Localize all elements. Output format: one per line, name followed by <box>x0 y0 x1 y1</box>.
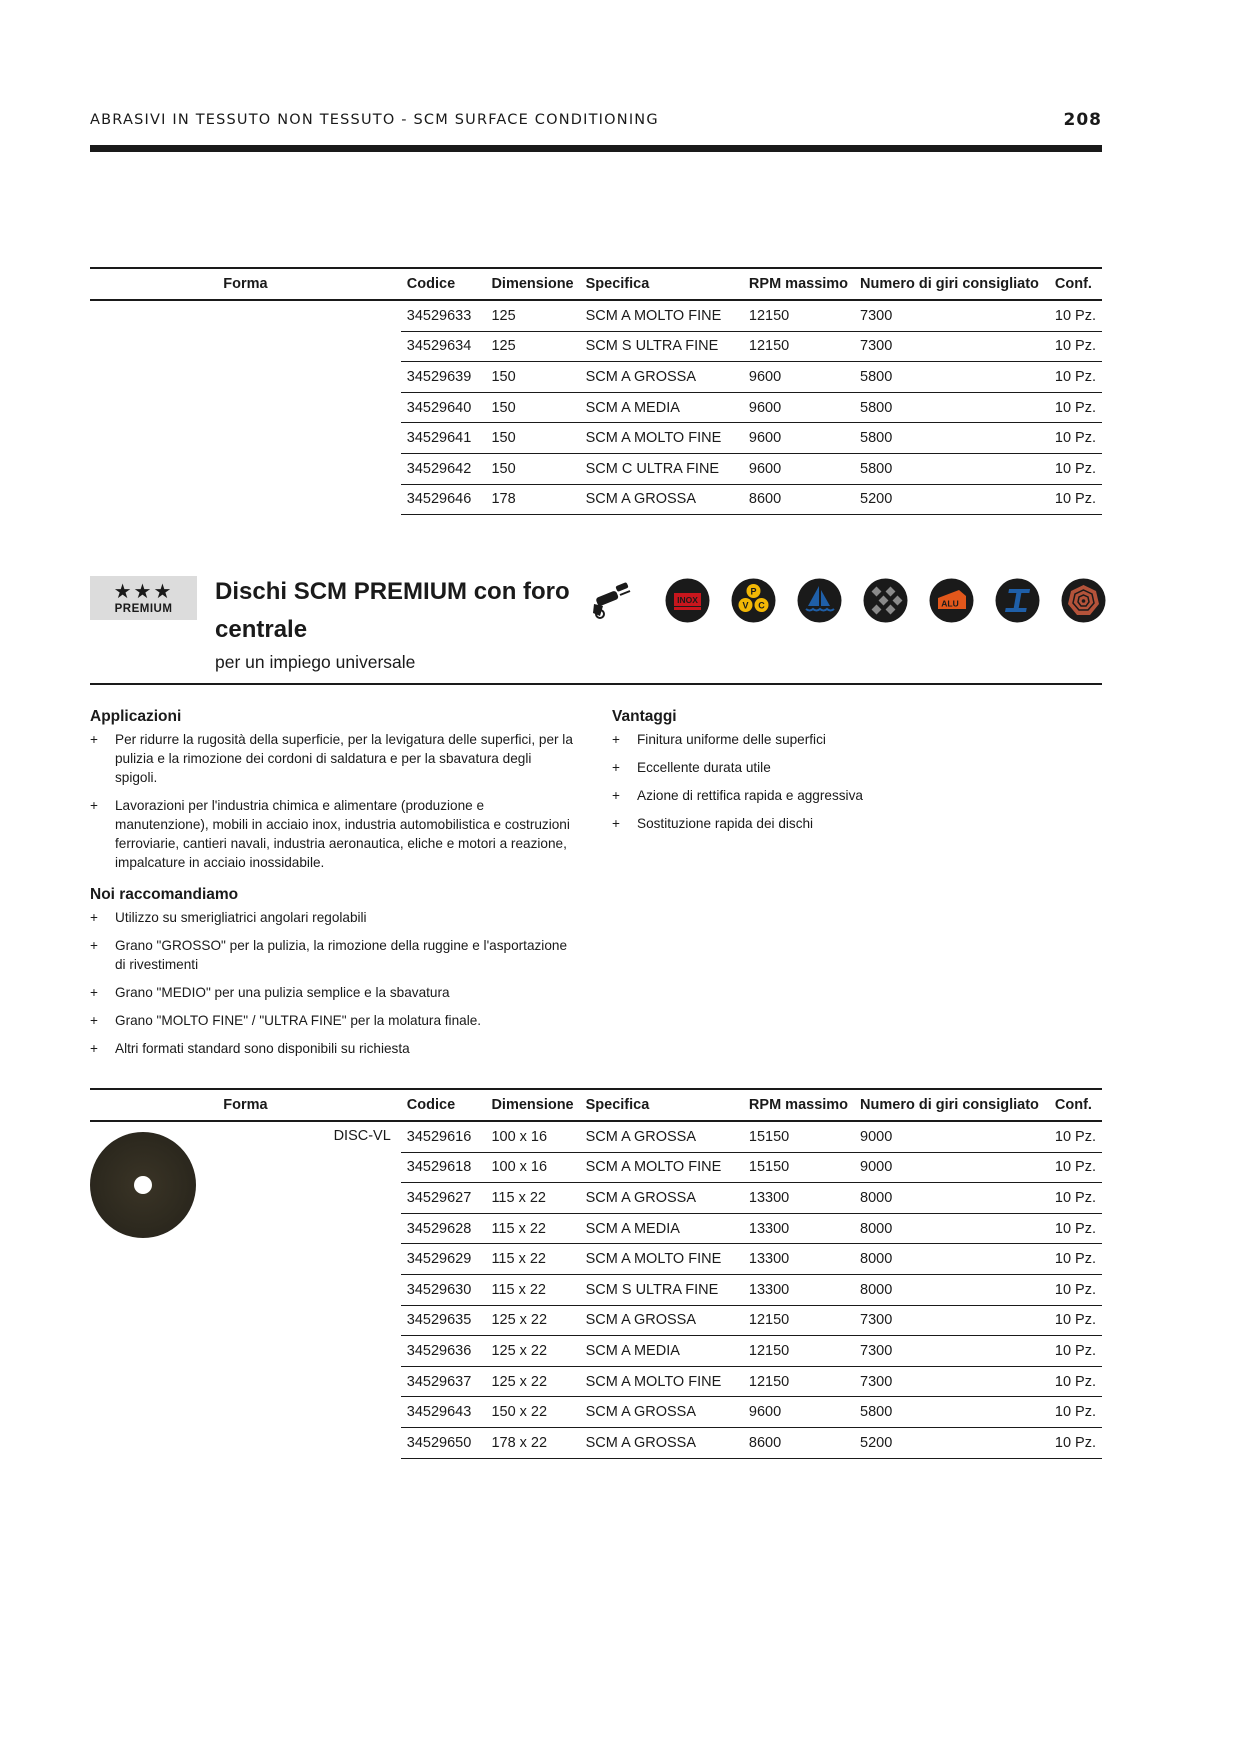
cell-conf: 10 Pz. <box>1049 331 1102 362</box>
col-conf: Conf. <box>1049 1089 1102 1121</box>
cell-specifica: SCM A MOLTO FINE <box>580 1152 743 1183</box>
disc-image <box>90 1132 196 1238</box>
shipbuilding-icon <box>797 578 842 623</box>
list-item <box>90 796 575 872</box>
table-header-row <box>90 268 1102 300</box>
list-item-text: Finitura uniforme delle superfici <box>637 732 826 747</box>
product-table-1 <box>90 267 1102 515</box>
cell-specifica: SCM S ULTRA FINE <box>580 331 743 362</box>
section-rule <box>90 683 1102 685</box>
cell-conf: 10 Pz. <box>1049 1305 1102 1336</box>
cell-giri: 8000 <box>854 1274 1049 1305</box>
cell-rpm: 13300 <box>743 1183 854 1214</box>
forma-cell <box>90 300 401 515</box>
plus-icon: + <box>612 816 620 831</box>
cell-rpm: 15150 <box>743 1152 854 1183</box>
list-item-text: Per ridurre la rugosità della superficie, per la levigatura delle superfici, per la pulizia e la rimozione dei cordoni di saldatura e per la sbavatura degli spigoli. <box>115 732 573 785</box>
cell-codice: 34529646 <box>401 484 486 515</box>
list-item <box>612 758 1102 777</box>
col-forma: Forma <box>90 268 401 300</box>
cell-giri: 8000 <box>854 1213 1049 1244</box>
pvc-icon <box>731 578 776 623</box>
cell-dimensione: 115 x 22 <box>485 1244 579 1275</box>
cell-dimensione: 115 x 22 <box>485 1274 579 1305</box>
cell-specifica: SCM A GROSSA <box>580 1397 743 1428</box>
list-item <box>90 936 575 974</box>
cell-giri: 5800 <box>854 392 1049 423</box>
cell-dimensione: 178 x 22 <box>485 1427 579 1458</box>
cell-conf: 10 Pz. <box>1049 362 1102 393</box>
cell-rpm: 13300 <box>743 1244 854 1275</box>
cell-rpm: 12150 <box>743 300 854 331</box>
cell-codice: 34529637 <box>401 1366 486 1397</box>
vantaggi-section <box>612 707 1102 842</box>
cell-dimensione: 125 <box>485 300 579 331</box>
list-item-text: Azione di rettifica rapida e aggressiva <box>637 788 863 803</box>
vantaggi-list <box>612 730 1102 833</box>
cell-dimensione: 125 x 22 <box>485 1305 579 1336</box>
list-item-text: Grano "MEDIO" per una pulizia semplice e la sbavatura <box>115 985 450 1000</box>
cell-codice: 34529643 <box>401 1397 486 1428</box>
cell-conf: 10 Pz. <box>1049 1366 1102 1397</box>
cell-specifica: SCM A GROSSA <box>580 362 743 393</box>
cell-dimensione: 178 <box>485 484 579 515</box>
cell-dimensione: 125 <box>485 331 579 362</box>
cell-specifica: SCM A MOLTO FINE <box>580 423 743 454</box>
plus-icon: + <box>90 910 98 925</box>
cell-codice: 34529627 <box>401 1183 486 1214</box>
list-item-text: Grano "GROSSO" per la pulizia, la rimozione della ruggine e l'asportazione di rivestimenti <box>115 938 568 972</box>
cell-giri: 5800 <box>854 423 1049 454</box>
angle-grinder-icon <box>590 578 635 623</box>
cell-codice: 34529640 <box>401 392 486 423</box>
cell-specifica: SCM C ULTRA FINE <box>580 453 743 484</box>
raccomandiamo-list <box>90 908 575 1058</box>
cell-giri: 7300 <box>854 300 1049 331</box>
rating-stars: ★★★ <box>113 581 174 603</box>
product-subtitle: per un impiego universale <box>215 652 416 672</box>
list-item <box>612 786 1102 805</box>
cell-giri: 5200 <box>854 1427 1049 1458</box>
cell-dimensione: 115 x 22 <box>485 1183 579 1214</box>
cell-rpm: 9600 <box>743 362 854 393</box>
list-item-text: Lavorazioni per l'industria chimica e alimentare (produzione e manutenzione), mobili in acciaio inox, industria automobilistica e costruzioni ferroviarie, cantieri navali, industria aeronautica, eliche e motori a reazione, impalcature in acciaio inossidabile. <box>115 798 570 870</box>
col-dimensione: Dimensione <box>485 268 579 300</box>
cell-conf: 10 Pz. <box>1049 392 1102 423</box>
forma-label: DISC-VL <box>333 1128 391 1144</box>
plus-icon: + <box>90 732 98 747</box>
cell-giri: 8000 <box>854 1183 1049 1214</box>
col-rpm: RPM massimo <box>743 1089 854 1121</box>
cell-rpm: 12150 <box>743 1336 854 1367</box>
plus-icon: + <box>90 1013 98 1028</box>
cell-dimensione: 100 x 16 <box>485 1152 579 1183</box>
cell-conf: 10 Pz. <box>1049 1274 1102 1305</box>
cell-giri: 9000 <box>854 1121 1049 1152</box>
premium-badge <box>90 576 197 620</box>
cell-codice: 34529629 <box>401 1244 486 1275</box>
cell-rpm: 9600 <box>743 392 854 423</box>
cell-codice: 34529639 <box>401 362 486 393</box>
premium-label: PREMIUM <box>114 603 173 615</box>
cell-dimensione: 100 x 16 <box>485 1121 579 1152</box>
cell-giri: 7300 <box>854 1336 1049 1367</box>
cell-rpm: 12150 <box>743 1305 854 1336</box>
list-item-text: Sostituzione rapida dei dischi <box>637 816 814 831</box>
cell-giri: 5800 <box>854 1397 1049 1428</box>
cell-rpm: 9600 <box>743 453 854 484</box>
cell-codice: 34529633 <box>401 300 486 331</box>
cell-specifica: SCM A GROSSA <box>580 484 743 515</box>
page-number: 208 <box>1063 110 1102 130</box>
plus-icon: + <box>612 788 620 803</box>
raccomandiamo-section <box>90 885 575 1067</box>
cell-specifica: SCM A MOLTO FINE <box>580 1244 743 1275</box>
vantaggi-heading: Vantaggi <box>612 708 677 725</box>
col-specifica: Specifica <box>580 268 743 300</box>
cell-conf: 10 Pz. <box>1049 1152 1102 1183</box>
cell-specifica: SCM A MOLTO FINE <box>580 1366 743 1397</box>
svg-text:V: V <box>742 600 749 611</box>
col-giri: Numero di giri consigliato <box>854 268 1049 300</box>
cell-rpm: 8600 <box>743 484 854 515</box>
list-item <box>612 730 1102 749</box>
plus-icon: + <box>90 798 98 813</box>
cell-rpm: 12150 <box>743 331 854 362</box>
inox-icon <box>665 578 710 623</box>
cell-codice: 34529650 <box>401 1427 486 1458</box>
header-rule <box>90 145 1102 152</box>
alu-icon <box>929 578 974 623</box>
cell-specifica: SCM A MEDIA <box>580 392 743 423</box>
col-specifica: Specifica <box>580 1089 743 1121</box>
col-forma: Forma <box>90 1089 401 1121</box>
list-item <box>90 730 575 787</box>
raccomandiamo-heading: Noi raccomandiamo <box>90 886 239 903</box>
cell-giri: 7300 <box>854 331 1049 362</box>
list-item-text: Utilizzo su smerigliatrici angolari regolabili <box>115 910 367 925</box>
cell-conf: 10 Pz. <box>1049 1397 1102 1428</box>
cell-conf: 10 Pz. <box>1049 1183 1102 1214</box>
table-row <box>90 1121 1102 1152</box>
cell-conf: 10 Pz. <box>1049 484 1102 515</box>
col-codice: Codice <box>401 268 486 300</box>
cell-giri: 7300 <box>854 1366 1049 1397</box>
cell-conf: 10 Pz. <box>1049 423 1102 454</box>
list-item-text: Grano "MOLTO FINE" / "ULTRA FINE" per la molatura finale. <box>115 1013 482 1028</box>
cell-giri: 8000 <box>854 1244 1049 1275</box>
cell-conf: 10 Pz. <box>1049 1427 1102 1458</box>
svg-text:C: C <box>758 600 765 611</box>
col-codice: Codice <box>401 1089 486 1121</box>
col-rpm: RPM massimo <box>743 268 854 300</box>
cell-specifica: SCM A MEDIA <box>580 1336 743 1367</box>
table-row <box>90 300 1102 331</box>
cell-giri: 7300 <box>854 1305 1049 1336</box>
cell-rpm: 9600 <box>743 1397 854 1428</box>
cell-conf: 10 Pz. <box>1049 300 1102 331</box>
cell-giri: 5200 <box>854 484 1049 515</box>
cell-dimensione: 125 x 22 <box>485 1336 579 1367</box>
cell-specifica: SCM A GROSSA <box>580 1121 743 1152</box>
list-item <box>90 983 575 1002</box>
cell-conf: 10 Pz. <box>1049 1213 1102 1244</box>
plus-icon: + <box>90 985 98 1000</box>
plus-icon: + <box>612 732 620 747</box>
cell-giri: 5800 <box>854 362 1049 393</box>
steel-construction-icon <box>995 578 1040 623</box>
cell-codice: 34529635 <box>401 1305 486 1336</box>
plus-icon: + <box>90 1041 98 1056</box>
svg-text:P: P <box>750 586 757 597</box>
col-giri: Numero di giri consigliato <box>854 1089 1049 1121</box>
cell-codice: 34529628 <box>401 1213 486 1244</box>
list-item <box>90 908 575 927</box>
cell-rpm: 12150 <box>743 1366 854 1397</box>
page-header <box>90 112 1102 134</box>
cell-codice: 34529641 <box>401 423 486 454</box>
cell-conf: 10 Pz. <box>1049 453 1102 484</box>
cell-dimensione: 115 x 22 <box>485 1213 579 1244</box>
cell-dimensione: 150 <box>485 453 579 484</box>
cell-specifica: SCM A GROSSA <box>580 1305 743 1336</box>
cell-specifica: SCM A MOLTO FINE <box>580 300 743 331</box>
cell-codice: 34529616 <box>401 1121 486 1152</box>
cell-dimensione: 150 x 22 <box>485 1397 579 1428</box>
mixed-materials-icon <box>863 578 908 623</box>
cell-rpm: 15150 <box>743 1121 854 1152</box>
cell-dimensione: 125 x 22 <box>485 1366 579 1397</box>
wood-icon <box>1061 578 1106 623</box>
cell-conf: 10 Pz. <box>1049 1121 1102 1152</box>
cell-conf: 10 Pz. <box>1049 1244 1102 1275</box>
cell-codice: 34529618 <box>401 1152 486 1183</box>
cell-dimensione: 150 <box>485 423 579 454</box>
cell-rpm: 13300 <box>743 1274 854 1305</box>
cell-codice: 34529642 <box>401 453 486 484</box>
list-item-text: Altri formati standard sono disponibili su richiesta <box>115 1041 410 1056</box>
cell-giri: 5800 <box>854 453 1049 484</box>
applicazioni-heading: Applicazioni <box>90 708 182 725</box>
cell-codice: 34529634 <box>401 331 486 362</box>
cell-codice: 34529630 <box>401 1274 486 1305</box>
col-conf: Conf. <box>1049 268 1102 300</box>
list-item <box>90 1039 575 1058</box>
cell-rpm: 9600 <box>743 423 854 454</box>
product-table-2 <box>90 1088 1102 1459</box>
cell-specifica: SCM S ULTRA FINE <box>580 1274 743 1305</box>
svg-text:ALU: ALU <box>941 598 959 609</box>
cell-conf: 10 Pz. <box>1049 1336 1102 1367</box>
cell-dimensione: 150 <box>485 362 579 393</box>
forma-cell <box>90 1121 401 1458</box>
cell-codice: 34529636 <box>401 1336 486 1367</box>
cell-giri: 9000 <box>854 1152 1049 1183</box>
header-title: ABRASIVI IN TESSUTO NON TESSUTO - SCM SURFACE CONDITIONING <box>90 112 659 128</box>
application-icons <box>590 578 1102 628</box>
svg-text:INOX: INOX <box>677 595 698 605</box>
cell-dimensione: 150 <box>485 392 579 423</box>
cell-specifica: SCM A GROSSA <box>580 1183 743 1214</box>
list-item <box>90 1011 575 1030</box>
list-item-text: Eccellente durata utile <box>637 760 771 775</box>
table-header-row <box>90 1089 1102 1121</box>
cell-specifica: SCM A MEDIA <box>580 1213 743 1244</box>
plus-icon: + <box>90 938 98 953</box>
plus-icon: + <box>612 760 620 775</box>
product-title: Dischi SCM PREMIUM con foro centrale <box>215 578 570 643</box>
cell-rpm: 13300 <box>743 1213 854 1244</box>
disc-center-hole <box>134 1176 152 1194</box>
col-dimensione: Dimensione <box>485 1089 579 1121</box>
list-item <box>612 814 1102 833</box>
cell-rpm: 8600 <box>743 1427 854 1458</box>
applicazioni-section <box>90 707 575 881</box>
cell-specifica: SCM A GROSSA <box>580 1427 743 1458</box>
applicazioni-list <box>90 730 575 872</box>
